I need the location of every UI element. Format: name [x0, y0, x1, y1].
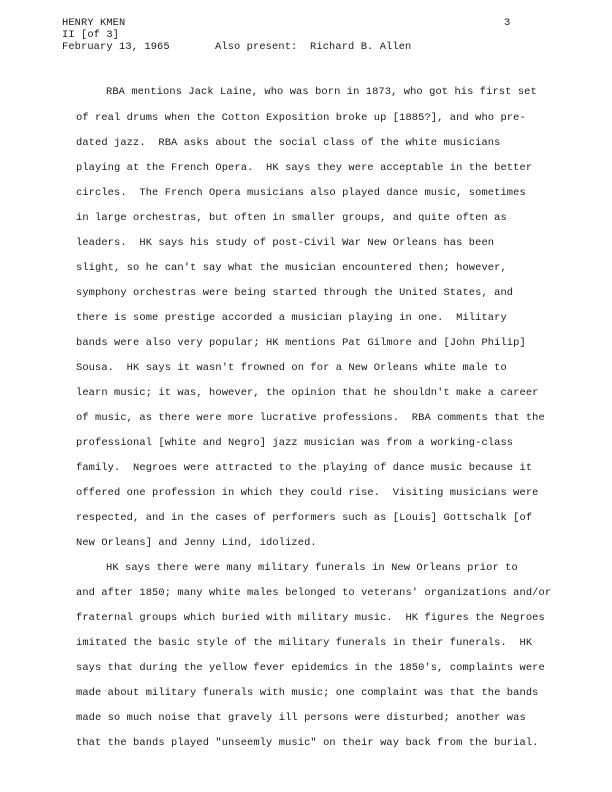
text-line: dated jazz. RBA asks about the social class of the white musicians — [76, 137, 501, 149]
text-line: professional [white and Negro] jazz musician was from a working-class — [76, 437, 514, 449]
text-line: made so much noise that gravely ill persons were disturbed; another was — [76, 712, 526, 724]
text-line: respected, and in the cases of performers such as [Louis] Gottschalk [of — [76, 512, 533, 524]
text-line: bands were also very popular; HK mentions Pat Gilmore and [John Philip] — [76, 337, 526, 349]
text-line: family. Negroes were attracted to the playing of dance music because it — [76, 462, 533, 474]
text-line: imitated the basic style of the military funerals in their funerals. HK — [76, 637, 533, 649]
text-line: there is some prestige accorded a musician playing in one. Military — [76, 312, 507, 324]
text-line: of music, as there were more lucrative professions. RBA comments that the — [76, 412, 545, 424]
text-line: offered one profession in which they could rise. Visiting musicians were — [76, 487, 539, 499]
header-date: February 13, 1965 — [62, 41, 170, 53]
text-line: in large orchestras, but often in smaller groups, and quite often as — [76, 212, 507, 224]
text-line: and after 1850; many white males belonged to veterans' organizations and/or — [76, 587, 552, 599]
text-line: slight, so he can't say what the musician encountered then; however, — [76, 262, 507, 274]
text-line: says that during the yellow fever epidemics in the 1850's, complaints were — [76, 662, 545, 674]
header-name: HENRY KMEN — [62, 17, 126, 29]
text-line: made about military funerals with music; one complaint was that the bands — [76, 687, 539, 699]
text-line: of real drums when the Cotton Exposition broke up [1885?], and who pre- — [76, 112, 526, 124]
text-line: that the bands played "unseemly music" on their way back from the burial. — [76, 737, 539, 749]
text-line: Sousa. HK says it wasn't frowned on for a New Orleans white male to — [76, 362, 507, 374]
text-line: playing at the French Opera. HK says they were acceptable in the better — [76, 162, 533, 174]
text-line: RBA mentions Jack Laine, who was born in 1873, who got his first set — [106, 86, 537, 98]
header-reel: II [of 3] — [62, 29, 120, 41]
page-number: 3 — [504, 17, 511, 29]
text-line: New Orleans] and Jenny Lind, idolized. — [76, 537, 317, 549]
text-line: leaders. HK says his study of post-Civil War New Orleans has been — [76, 237, 495, 249]
text-line: circles. The French Opera musicians also played dance music, sometimes — [76, 187, 526, 199]
text-line: learn music; it was, however, the opinion that he shouldn't make a career — [76, 387, 539, 399]
text-line: fraternal groups which buried with military music. HK figures the Negroes — [76, 612, 545, 624]
text-line: HK says there were many military funerals in New Orleans prior to — [106, 562, 518, 574]
header-also-present: Also present: Richard B. Allen — [215, 41, 412, 53]
text-line: symphony orchestras were being started through the United States, and — [76, 287, 514, 299]
